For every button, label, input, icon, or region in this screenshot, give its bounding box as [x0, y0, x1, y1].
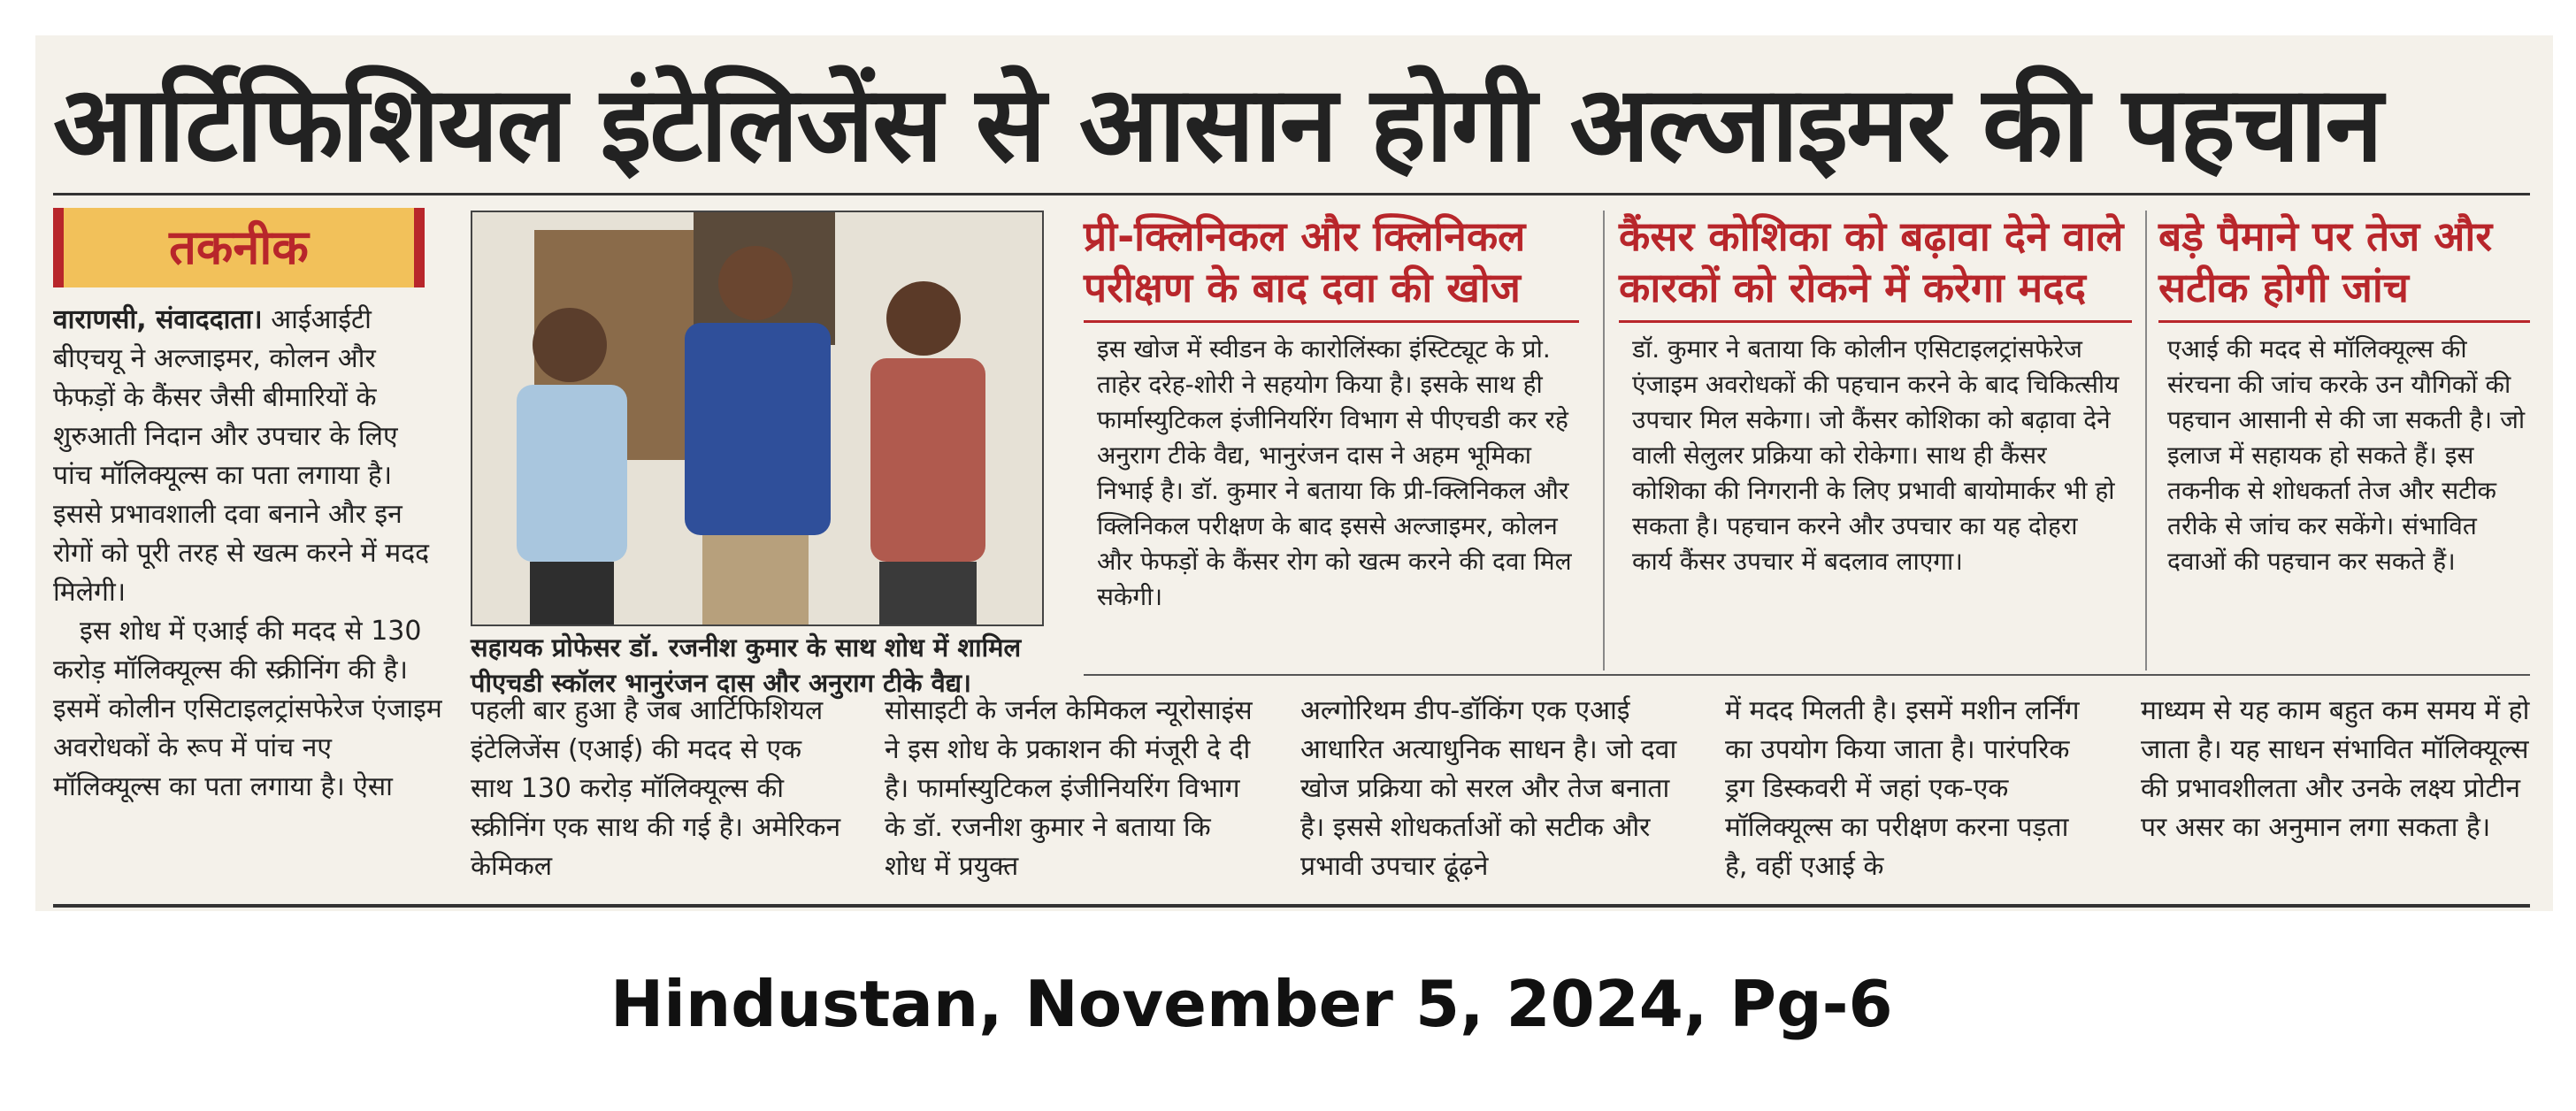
photo-illustration — [472, 212, 1042, 624]
box-bottom-rule — [1084, 674, 2530, 676]
section-tag: तकनीक — [53, 208, 425, 287]
footer-divider — [53, 904, 2530, 908]
box1-title-rule — [1084, 320, 1579, 323]
article-column-5: में मदद मिलती है। इसमें मशीन लर्निंग का उपयोग किया जाता है। पारंपरिक ड्रग डिस्कवरी में जहां एक-एक मॉलिक्यूल्स का परीक्षण करना पड़ता है, वहीं एआई के — [1725, 695, 2080, 882]
box1-title: प्री-क्लिनिकल और क्लिनिकल परीक्षण के बाद दवा की खोज — [1084, 212, 1526, 311]
column-divider — [1603, 211, 1605, 670]
article-column-6: माध्यम से यह काम बहुत कम समय में हो जाता है। यह साधन संभावित मॉलिक्यूल्स की प्रभावशीलता और उनके लक्ष्य प्रोटीन पर असर का अनुमान लगा सकता है। — [2141, 695, 2530, 843]
box2-title-rule — [1619, 320, 2132, 323]
column-divider — [2145, 211, 2147, 670]
article-column-1 — [53, 301, 442, 902]
dateline: वाराणसी, संवाददाता। — [53, 304, 263, 335]
news-photo — [471, 211, 1044, 626]
box3-body: एआई की मदद से मॉलिक्यूल्स की संरचना की जांच करके उन यौगिकों की पहचान आसानी से की जा सकती है। जो इलाज में सहायक हो सकते हैं। इस तकनीक से शोधकर्ता तेज और सटीक तरीके से जांच कर सकेंगे। संभावित दवाओं की पहचान कर सकते हैं। — [2167, 334, 2526, 576]
box2-body: डॉ. कुमार ने बताया कि कोलीन एसिटाइलट्रांसफेरेज एंजाइम अवरोधकों की पहचान करने के बाद चिकित्सीय उपचार मिल सकेगा। जो कैंसर कोशिका को बढ़ावा देने वाली सेलुलर प्रक्रिया को रोकेगा। साथ ही कैंसर कोशिका की निगरानी के लिए प्रभावी बायोमार्कर भी हो सकता है। पहचान करने और उपचार का यह दोहरा कार्य कैंसर उपचार में बदलाव लाएगा। — [1632, 334, 2120, 576]
photo-caption: सहायक प्रोफेसर डॉ. रजनीश कुमार के साथ शोध में शामिल पीएचडी स्कॉलर भानुरंजन दास और अनुराग टीके वैद्य। — [471, 632, 1022, 698]
source-credit: Hindustan, November 5, 2024, Pg-6 — [610, 967, 1893, 1041]
headline: आर्टिफिशियल इंटेलिजेंस से आसान होगी अल्जाइमर की पहचान — [53, 63, 2381, 185]
article-intro: आईआईटी बीएचयू ने अल्जाइमर, कोलन और फेफड़ों के कैंसर जैसी बीमारियों के शुरुआती निदान और उपचार के लिए पांच मॉलिक्यूल्स का पता लगाया है। इससे प्रभावशाली दवा बनाने और इन रोगों को पूरी तरह से खत्म करने में मदद मिलेगी। — [53, 304, 430, 608]
article-column-3: सोसाइटी के जर्नल केमिकल न्यूरोसाइंस ने इस शोध के प्रकाशन की मंजूरी दे दी है। फार्मास्युटिकल इंजीनियरिंग विभाग के डॉ. रजनीश कुमार ने बताया कि शोध में प्रयुक्त — [885, 695, 1253, 882]
article-column-4: अल्गोरिथम डीप-डॉकिंग एक एआई आधारित अत्याधुनिक साधन है। जो दवा खोज प्रक्रिया को सरल और तेज बनाता है। इससे शोधकर्ताओं को सटीक और प्रभावी उपचार ढूंढ़ने — [1300, 695, 1677, 882]
box1-body: इस खोज में स्वीडन के कारोलिंस्का इंस्टिट्यूट के प्रो. ताहेर दरेह-शोरी ने सहयोग किया है। इसके साथ ही फार्मास्युटिकल इंजीनियरिंग विभाग से पीएचडी कर रहे अनुराग टीके वैद्य, भानुरंजन दास ने अहम भूमिका निभाई है। डॉ. कुमार ने बताया कि प्री-क्लिनिकल और क्लिनिकल परीक्षण के बाद इससे अल्जाइमर, कोलन और फेफड़ों के कैंसर रोग को खत्म करने की दवा मिल सकेगी। — [1097, 334, 1572, 611]
newspaper-clipping — [35, 35, 2553, 911]
box2-title: कैंसर कोशिका को बढ़ावा देने वाले कारकों को रोकने में करेगा मदद — [1619, 212, 2124, 311]
article-paragraph-2: इस शोध में एआई की मदद से 130 करोड़ मॉलिक्यूल्स की स्क्रीनिंग की है। इसमें कोलीन एसिटाइलट्रांसफेरेज एंजाइम अवरोधकों के रूप में पांच नए मॉलिक्यूल्स का पता लगाया है। ऐसा — [53, 616, 442, 802]
headline-divider — [53, 193, 2530, 195]
box3-title: बड़े पैमाने पर तेज और सटीक होगी जांच — [2158, 212, 2493, 311]
article-column-2: पहली बार हुआ है जब आर्टिफिशियल इंटेलिजेंस (एआई) की मदद से एक साथ 130 करोड़ मॉलिक्यूल्स की स्क्रीनिंग एक साथ की गई है। अमेरिकन केमिकल — [471, 695, 841, 882]
box3-title-rule — [2158, 320, 2530, 323]
